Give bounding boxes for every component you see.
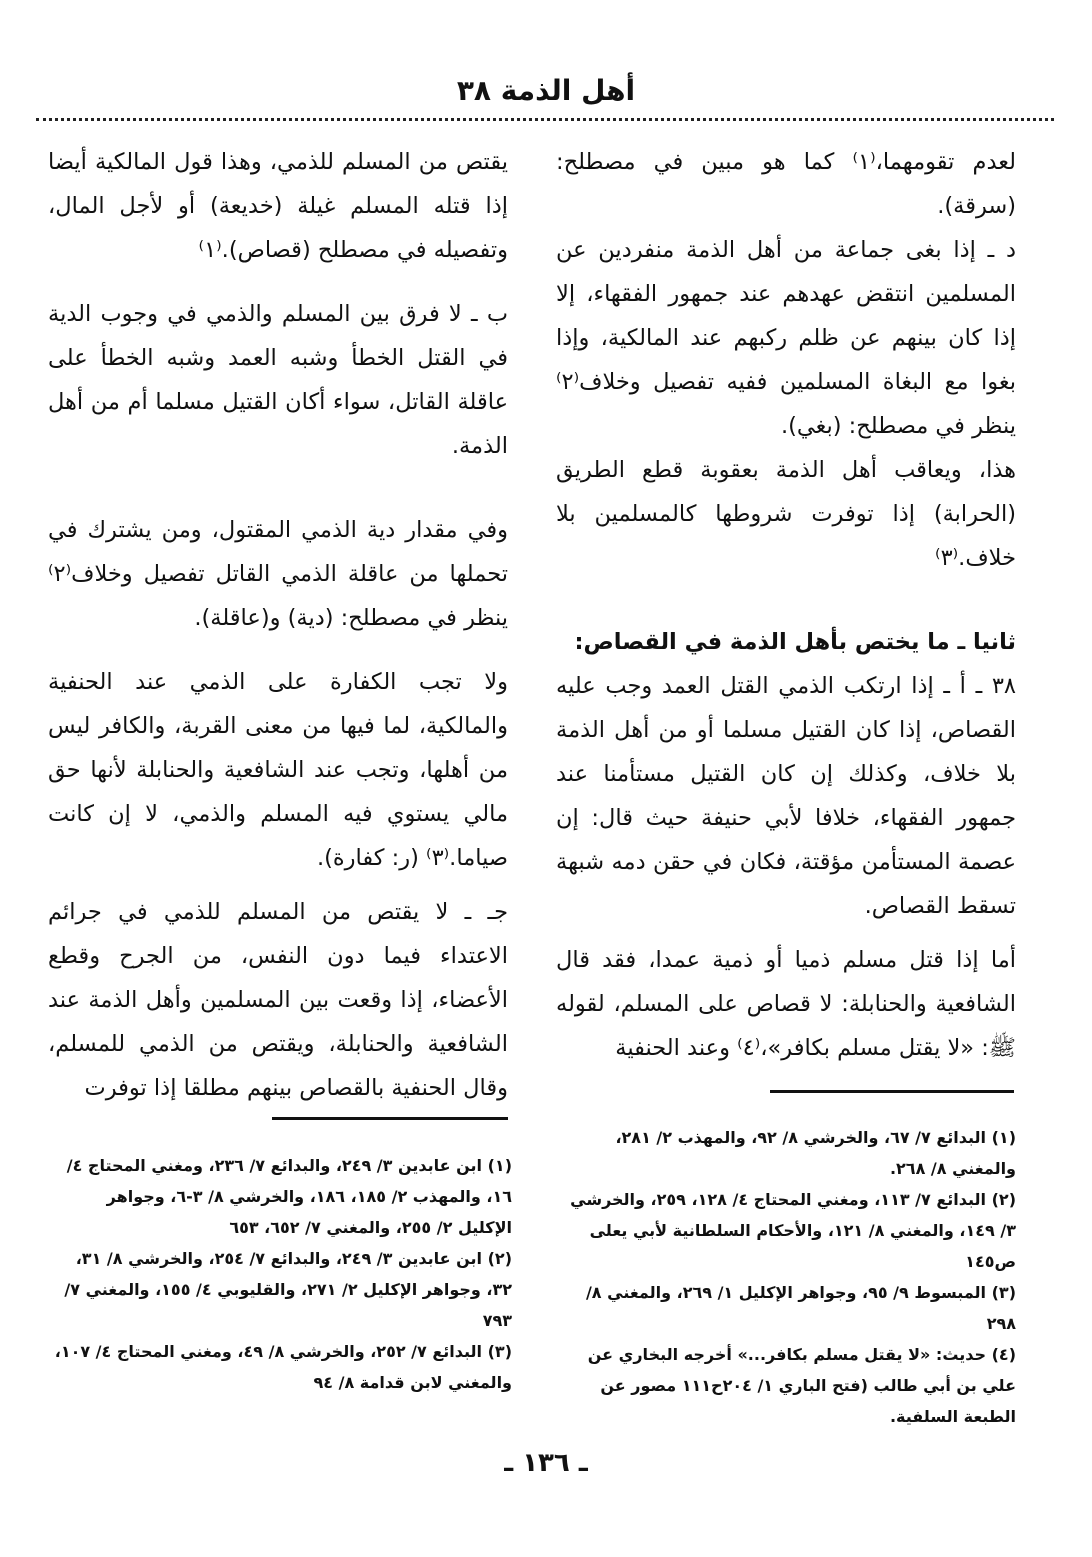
footnote: (٤) حديث: «لا يقتل مسلم بكافر...» أخرجه البخاري عن علي بن أبي طالب (فتح الباري ١/ ٢٠٤ح١١١ مصور عن الطبعة السلفية. xyxy=(587,1345,1016,1426)
paragraph: وفي مقدار دية الذمي المقتول، ومن يشترك في تحملها من عاقلة الذمي القاتل تفصيل وخلاف⁽٢⁾ ينظر في مصطلح: (دية) و(عاقلة). xyxy=(48,517,508,631)
paragraph: ٣٨ ـ أ ـ إذا ارتكب الذمي القتل العمد وجب عليه القصاص، إذا كان القتيل مسلما أو من أهل الذمة بلا خلاف، وكذلك إن كان القتيل مستأمنا عند جمهور الفقهاء، خلافا لأبي حنيفة حيث قال: إن عصمة المستأمن مؤقتة، فكان في حقن دمه شبهة تسقط القصاص. xyxy=(556,673,1016,919)
paragraph: ولا تجب الكفارة على الذمي عند الحنفية والمالكية، لما فيها من معنى القربة، والكافر ليس من أهلها، وتجب عند الشافعية والحنابلة لأنها حق مالي يستوي فيه المسلم والذمي، لا إن كانت صياما.⁽٣⁾ (ر: كفارة). xyxy=(48,669,508,871)
paragraph: أما إذا قتل مسلم ذميا أو ذمية عمدا، فقد قال الشافعية والحنابلة: لا قصاص على المسلم، لقوله ﷺ: «لا يقتل مسلم بكافر»،⁽٤⁾ وعند الحنفية xyxy=(556,947,1016,1061)
footnote-divider-left xyxy=(272,1117,508,1120)
page-number: ـ ١٣٦ ـ xyxy=(504,1448,588,1478)
paragraph: لعدم تقومهما،⁽١⁾ كما هو مبين في مصطلح: (سرقة). xyxy=(556,149,1016,219)
footnote: (٢) البدائع ٧/ ١١٣، ومغني المحتاج ٤/ ١٢٨، ٢٥٩، والخرشي ٣/ ١٤٩، والمغني ٨/ ١٢١، والأحكام السلطانية لأبي يعلى ص١٤٥ xyxy=(570,1190,1016,1271)
footnote: (١) البدائع ٧/ ٦٧، والخرشي ٨/ ٩٢، والمهذب ٢/ ٢٨١، والمغني ٨/ ٢٦٨. xyxy=(615,1128,1016,1178)
left-column xyxy=(48,140,508,1110)
footnote: (١) ابن عابدين ٣/ ٢٤٩، والبدائع ٧/ ٢٣٦، ومغني المحتاج ٤/ ١٦، والمهذب ٢/ ١٨٥، ١٨٦، والخرشي ٨/ ٣-٦، وجواهر الإكليل ٢/ ٢٥٥، والمغني ٧/ ٦٥٢، ٦٥٣ xyxy=(66,1156,512,1237)
footnotes-left xyxy=(50,1150,512,1398)
paragraph: ب ـ لا فرق بين المسلم والذمي في وجوب الدية في القتل الخطأ وشبه العمد وشبه الخطأ على عاقلة القاتل، سواء أكان القتيل مسلما أم من أهل الذمة. xyxy=(48,301,508,459)
paragraph: د ـ إذا بغى جماعة من أهل الذمة منفردين عن المسلمين انتقض عهدهم عند جمهور الفقهاء، إلا إذا كان بينهم عن ظلم ركبهم عند المالكية، وإذا بغوا مع البغاة المسلمين ففيه تفصيل وخلاف⁽٢⁾ ينظر في مصطلح: (بغي). xyxy=(556,237,1016,439)
footnote: (٢) ابن عابدين ٣/ ٢٤٩، والبدائع ٧/ ٢٥٤، والخرشي ٨/ ٣١، ٣٢، وجواهر الإكليل ٢/ ٢٧١، والقليوبي ٤/ ١٥٥، والمغني ٧/ ٧٩٣ xyxy=(64,1249,512,1330)
section-heading: ثانيا ـ ما يختص بأهل الذمة في القصاص: xyxy=(574,629,1016,655)
footnote: (٣) المبسوط ٩/ ٩٥، وجواهر الإكليل ١/ ٢٦٩، والمغني ٨/ ٢٩٨ xyxy=(585,1283,1016,1333)
footnote: (٣) البدائع ٧/ ٢٥٢، والخرشي ٨/ ٤٩، ومغني المحتاج ٤/ ١٠٧، والمغني لابن قدامة ٨/ ٩٤ xyxy=(54,1342,512,1392)
paragraph: جـ ـ لا يقتص من المسلم للذمي في جرائم الاعتداء فيما دون النفس، من الجرح وقطع الأعضاء، إذا وقعت بين المسلمين وأهل الذمة عند الشافعية والحنابلة، ويقتص من الذمي للمسلم، وقال الحنفية بالقصاص بينهم مطلقا إذا توفرت xyxy=(48,899,508,1101)
header-divider xyxy=(36,118,1054,121)
paragraph: هذا، ويعاقب أهل الذمة بعقوبة قطع الطريق (الحرابة) إذا توفرت شروطها كالمسلمين بلا خلاف.⁽٣⁾ xyxy=(556,457,1016,571)
paragraph: يقتص من المسلم للذمي، وهذا قول المالكية أيضا إذا قتله المسلم غيلة (خديعة) أو لأجل المال، وتفصيله في مصطلح (قصاص).⁽١⁾ xyxy=(48,149,508,263)
footnote-divider-right xyxy=(770,1090,1014,1093)
footnotes-right xyxy=(560,1122,1016,1432)
right-column xyxy=(556,140,1016,1070)
page-header-title: أهل الذمة ٣٨ xyxy=(456,74,636,107)
